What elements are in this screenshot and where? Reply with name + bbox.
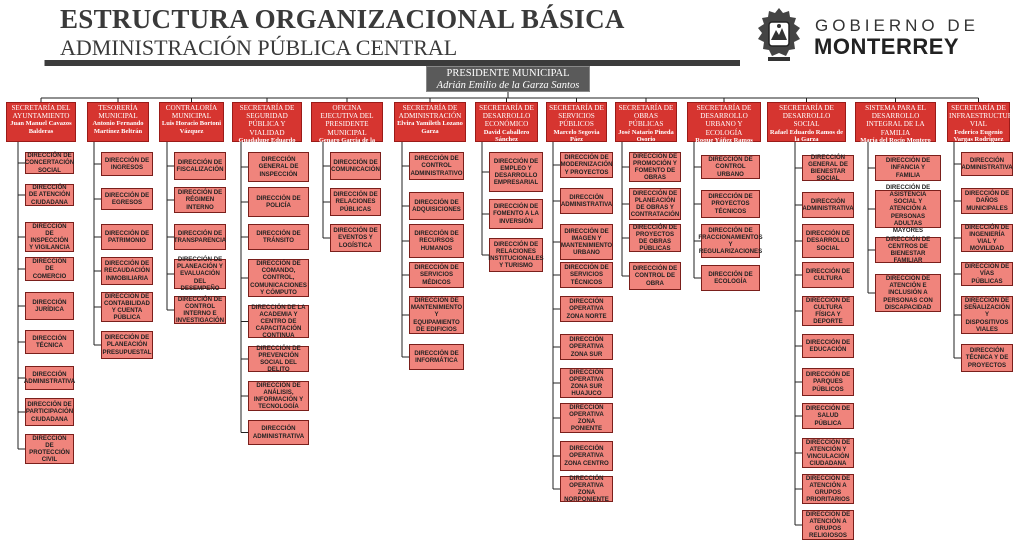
directorate-box: DIRECCIÓN OPERATIVA ZONA SUR HUAJUCO [560, 368, 613, 398]
secretariat-box [159, 102, 224, 142]
secretariat-box [394, 102, 466, 142]
directorate-box: DIRECCIÓN DE CULTURA [802, 262, 854, 288]
directorate-box: DIRECCIÓN TÉCNICA [25, 330, 74, 354]
secretariat-title: SECRETARÍA DE DESARROLLO ECONÓMICO [479, 104, 534, 129]
secretariat-head-name: José Natario Pineda Osorio [618, 128, 674, 143]
directorate-box: DIRECCIÓN DE COMUNICACIÓN [330, 152, 381, 180]
president-box [426, 66, 590, 92]
directorate-box: DIRECCIÓN DE SEÑALIZACIÓN Y DISPOSITIVOS VIALES [961, 296, 1013, 334]
directorate-box: DIRECCIÓN ADMINISTRATIVA [25, 366, 74, 390]
secretariat-box [855, 102, 936, 152]
secretariat-box [6, 102, 76, 142]
directorate-box: DIRECCIÓN DE CULTURA FÍSICA Y DEPORTE [802, 296, 854, 326]
secretariat-head-name: Juan Manuel Cavazos Balderas [10, 120, 72, 135]
secretariat-box [947, 102, 1018, 143]
secretariat-box [546, 102, 607, 142]
secretariat-title: SECRETARÍA DE DESARROLLO URBANO Y ECOLOGÍA [696, 104, 752, 137]
directorate-box: DIRECCIÓN GENERAL DE BIENESTAR SOCIAL [802, 155, 854, 181]
secretariat-head-name: María del Rocío Montero Zambrano [860, 136, 931, 152]
page-subtitle: ADMINISTRACIÓN PÚBLICA CENTRAL [60, 35, 458, 60]
directorate-box: DIRECCIÓN DE RELACIONES INSTITUCIONALES Y TURISMO [489, 238, 543, 272]
directorate-box: DIRECCIÓN DE PROYECTOS TÉCNICOS [701, 190, 760, 218]
secretariat-title: SECRETARÍA DE SEGURIDAD PÚBLICA Y VIALIDAD [239, 104, 295, 137]
directorate-box: DIRECCIÓN OPERATIVA ZONA CENTRO [560, 441, 613, 471]
secretariat-box [87, 102, 149, 142]
directorate-box: DIRECCIÓN DE ATENCIÓN Y VINCULACIÓN CIUDADANA [802, 438, 854, 468]
directorate-box: DIRECCIÓN DE ECOLOGÍA [701, 265, 760, 291]
directorate-box: DIRECCIÓN DE SERVICIOS MÉDICOS [409, 262, 464, 288]
secretariat-title: SECRETARÍA DE SERVICIOS PÚBLICOS [549, 104, 604, 129]
secretariat-head-name: Roque Yáñez Ramos [695, 136, 753, 144]
directorate-box: DIRECCIÓN DE EGRESOS [101, 188, 153, 210]
secretariat-title: SECRETARÍA DEL AYUNTAMIENTO [11, 104, 71, 121]
government-label: GOBIERNO DE [815, 16, 979, 35]
directorate-box: DIRECCIÓN DE PROTECCIÓN CIVIL [25, 434, 74, 464]
secretariat-head-name: Antonio Fernando Martínez Beltrán [92, 120, 144, 135]
secretariat-box [687, 102, 761, 142]
directorate-box: DIRECCIÓN ADMINISTRATIVA [961, 152, 1013, 176]
secretariat-title: SECRETARÍA DE DESARROLLO SOCIAL [779, 104, 834, 129]
secretariat-head-name: Rafael Eduardo Ramos de la Garza [769, 128, 844, 143]
secretariat-title: SECRETARÍA DE ADMINISTRACIÓN [398, 104, 462, 121]
directorate-box: DIRECCIÓN DE RELACIONES PÚBLICAS [330, 188, 381, 216]
directorate-box: DIRECCIÓN TÉCNICA Y DE PROYECTOS [961, 344, 1013, 372]
directorate-box: DIRECCIÓN DE ASISTENCIA SOCIAL Y ATENCIÓN A PERSONAS ADULTAS MAYORES [875, 190, 941, 228]
directorate-box: DIRECCIÓN DE PLANEACIÓN Y EVALUACIÓN DEL DESEMPEÑO [174, 259, 226, 289]
directorate-box: DIRECCIÓN DE PARQUES PÚBLICOS [802, 368, 854, 396]
secretariat-head-name: Marcelo Segovia Páez [553, 128, 600, 143]
directorate-box: DIRECCIÓN DE RECURSOS HUMANOS [409, 224, 464, 258]
directorate-box: DIRECCIÓN ADMINISTRATIVA [560, 188, 613, 214]
directorate-box: DIRECCIÓN JURÍDICA [25, 292, 74, 320]
directorate-box: DIRECCIÓN DE RECAUDACIÓN INMOBILIARIA [101, 257, 153, 285]
secretariat-head-name: Elvira Yamileth Lozano Garza [397, 120, 463, 135]
directorate-box: DIRECCIÓN DE PROMOCIÓN Y FOMENTO DE OBRAS [629, 152, 681, 182]
directorate-box: DIRECCIÓN OPERATIVA ZONA SUR [560, 334, 613, 360]
directorate-box: DIRECCIÓN DE CONTROL INTERNO E INVESTIGACIÓN [175, 295, 225, 325]
directorate-box: DIRECCIÓN DE ANÁLISIS, INFORMACIÓN Y TECNOLOGÍA [248, 381, 309, 411]
secretariat-title: TESORERÍA MUNICIPAL [98, 104, 138, 121]
page-title: ESTRUCTURA ORGANIZACIONAL BÁSICA [60, 4, 625, 34]
secretariat-box [311, 102, 383, 152]
directorate-box: DIRECCIÓN DE VÍAS PÚBLICAS [961, 262, 1013, 286]
secretariat-box [232, 102, 302, 152]
directorate-box: DIRECCIÓN GENERAL DE INSPECCIÓN [248, 152, 309, 182]
directorate-box: DIRECCIÓN DE PARTICIPACIÓN CIUDADANA [25, 398, 74, 426]
directorate-box: DIRECCIÓN DE COMERCIO [25, 257, 74, 281]
directorate-box: DIRECCIÓN DE FISCALIZACIÓN [174, 152, 226, 180]
directorate-box: DIRECCIÓN DE MANTENIMIENTO Y EQUIPAMIENTO DE EDIFICIOS [410, 297, 463, 333]
directorate-box: DIRECCIÓN DE CONCERTACIÓN SOCIAL [24, 152, 75, 174]
secretariat-box [475, 102, 538, 142]
directorate-box: DIRECCIÓN DE RÉGIMEN INTERNO [174, 187, 226, 213]
directorate-box: DIRECCIÓN DE CONTABILIDAD Y CUENTA PÚBLICA [101, 292, 153, 322]
secretariat-head-name: David Caballero Sánchez [483, 128, 530, 143]
directorate-box: DIRECCIÓN DE PLANEACIÓN PRESUPUESTAL [101, 331, 153, 359]
secretariat-head-name: Guadalupe Eduardo Sánchez Quiroz [238, 136, 296, 152]
secretariat-title: CONTRALORÍA MUNICIPAL [165, 104, 218, 121]
directorate-box: DIRECCIÓN DE EDUCACIÓN [802, 334, 854, 358]
directorate-box: DIRECCIÓN DE CONTROL URBANO [701, 155, 760, 179]
directorate-box: DIRECCIÓN DE LA ACADEMIA Y CENTRO DE CAPACITACIÓN CONTINUA [248, 305, 309, 338]
directorate-box: DIRECCIÓN DE EMPLEO Y DESARROLLO EMPRESARIAL [489, 152, 543, 192]
directorate-box: DIRECCIÓN DE INGRESOS [101, 152, 153, 176]
directorate-box: DIRECCIÓN DE DAÑOS MUNICIPALES [961, 188, 1013, 214]
directorate-box: DIRECCIÓN ADMINISTRATIVA [248, 420, 309, 445]
directorate-box: DIRECCIÓN DE INSPECCIÓN Y VIGILANCIA [25, 222, 74, 252]
directorate-box: DIRECCIÓN DE ATENCIÓN CIUDADANA [25, 184, 74, 206]
directorate-box: DIRECCIÓN DE CENTROS DE BIENESTAR FAMILIAR [875, 237, 941, 263]
directorate-box: DIRECCIÓN DE CONTROL ADMINISTRATIVO [409, 152, 464, 180]
secretariat-head-name: Federico Eugenio Vargas Rodríguez [953, 128, 1004, 143]
secretariat-head-name: Luis Horacio Bortoni Vázquez [161, 120, 222, 135]
directorate-box: DIRECCIÓN ADMINISTRATIVA [802, 192, 854, 218]
directorate-box: DIRECCIÓN OPERATIVA ZONA NORPONIENTE [560, 476, 613, 502]
directorate-box: DIRECCIÓN DE INFANCIA Y FAMILIA [875, 155, 941, 181]
directorate-box: DIRECCIÓN DE CONTROL DE OBRA [629, 262, 681, 290]
directorate-box: DIRECCIÓN DE FOMENTO A LA INVERSIÓN [489, 199, 543, 229]
directorate-box: DIRECCIÓN DE MODERNIZACIÓN Y PROYECTOS [560, 152, 613, 178]
secretariat-box [767, 102, 846, 142]
secretariat-title: OFICINA EJECUTIVA DEL PRESIDENTE MUNICIPAL [320, 104, 374, 137]
secretariat-box [615, 102, 677, 142]
secretariat-head-name: Genaro García de la Garza [318, 136, 376, 152]
directorate-box: DIRECCIÓN DE PROYECTOS DE OBRAS PÚBLICAS [629, 224, 681, 252]
directorate-box: DIRECCIÓN OPERATIVA ZONA PONIENTE [560, 403, 613, 433]
directorate-box: DIRECCIÓN DE SERVICIOS TÉCNICOS [560, 262, 613, 288]
directorate-box: DIRECCIÓN DE PLANEACIÓN DE OBRAS Y CONTRATACIÓN [630, 189, 680, 219]
president-name: Adrián Emilio de la Garza Santos [436, 80, 580, 91]
directorate-box: DIRECCIÓN DE SALUD PÚBLICA [802, 403, 854, 429]
directorate-box: DIRECCIÓN DE PATRIMONIO [101, 224, 153, 250]
directorate-box: DIRECCIÓN DE ADQUISICIONES [409, 192, 464, 220]
directorate-box: DIRECCIÓN DE IMAGEN Y MANTENIMIENTO URBANO [560, 224, 613, 260]
directorate-box: DIRECCIÓN DE INGENIERÍA VIAL Y MOVILIDAD [961, 224, 1013, 252]
directorate-box: DIRECCIÓN DE TRANSPARENCIA [174, 224, 226, 250]
directorate-box: DIRECCIÓN DE ATENCIÓN A GRUPOS RELIGIOSOS [802, 510, 854, 540]
directorate-box: DIRECCIÓN DE PREVENCIÓN SOCIAL DEL DELITO [248, 346, 309, 372]
directorate-box: DIRECCIÓN DE COMANDO, CONTROL, COMUNICACIONES Y CÓMPUTO [248, 259, 309, 297]
city-name: MONTERREY [814, 34, 960, 59]
directorate-box: DIRECCIÓN DE EVENTOS Y LOGÍSTICA [330, 224, 381, 252]
directorate-box: DIRECCIÓN DE INFORMÁTICA [409, 344, 464, 370]
directorate-box: DIRECCIÓN DE ATENCIÓN E INCLUSIÓN A PERSONAS CON DISCAPACIDAD [875, 274, 941, 312]
president-title: PRESIDENTE MUNICIPAL [446, 68, 570, 79]
secretariat-title: SECRETARÍA DE INFRAESTRUCTURA VIAL [949, 104, 1018, 129]
directorate-box: DIRECCIÓN DE ATENCIÓN A GRUPOS PRIORITARIOS [802, 474, 854, 504]
secretariat-title: SECRETARÍA DE OBRAS PÚBLICAS [618, 104, 674, 129]
directorate-box: DIRECCIÓN OPERATIVA ZONA NORTE [560, 296, 613, 322]
secretariat-title: SISTEMA PARA EL DESARROLLO INTEGRAL DE LA FAMILIA [865, 104, 926, 137]
directorate-box: DIRECCIÓN DE DESARROLLO SOCIAL [802, 224, 854, 258]
directorate-box: DIRECCIÓN DE FRACCIONAMIENTOS Y REGULARIZACIONES [701, 224, 760, 258]
directorate-box: DIRECCIÓN DE POLICÍA [248, 187, 309, 217]
directorate-box: DIRECCIÓN DE TRÁNSITO [248, 224, 309, 250]
